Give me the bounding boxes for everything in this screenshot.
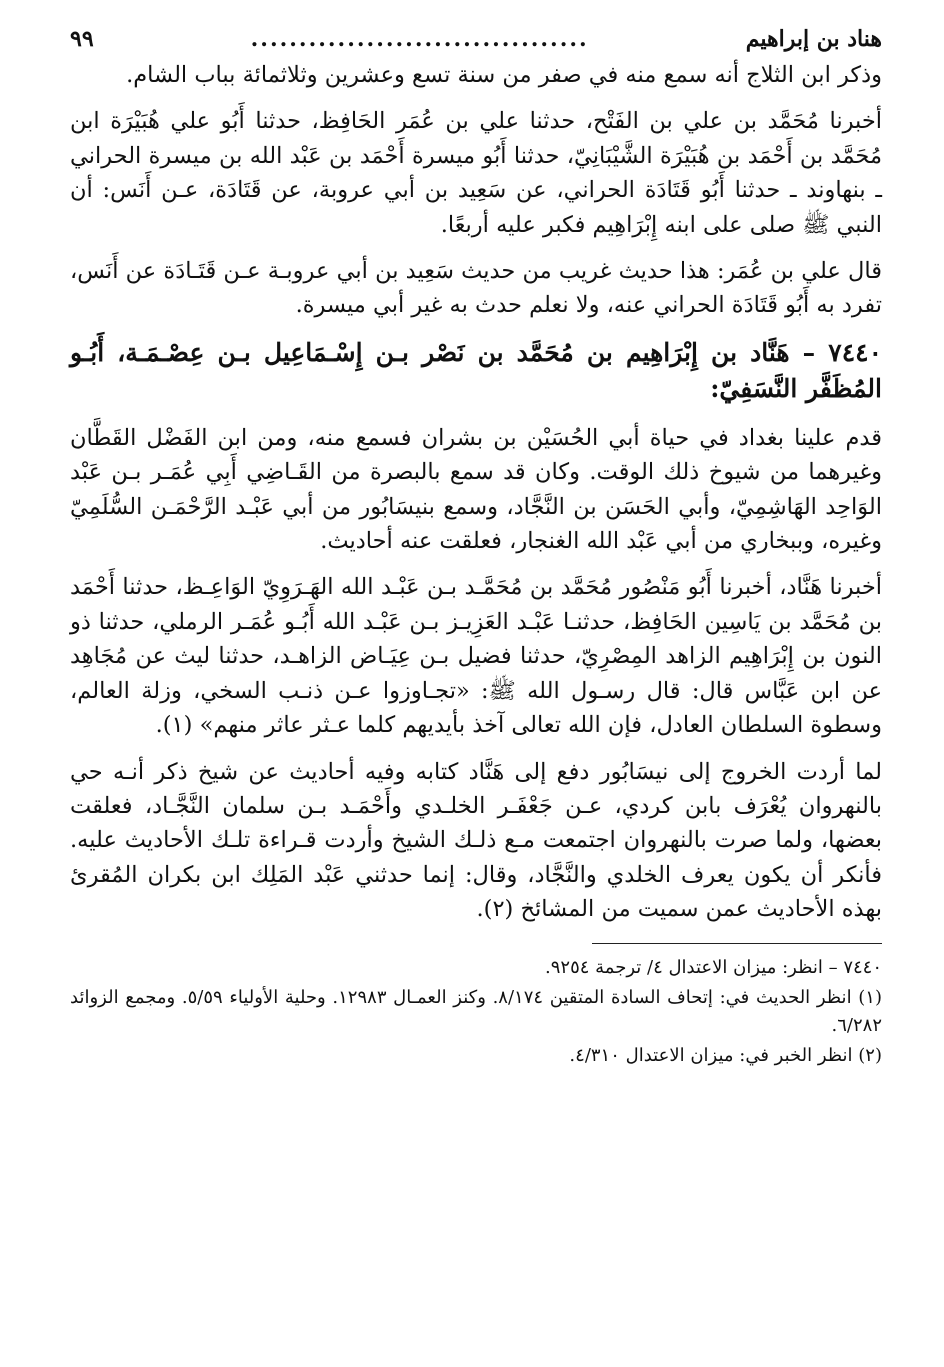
footnote: (١) انظر الحديث في: إتحاف السادة المتقين ٨/١٧٤. وكنز العمـال ١٢٩٨٣. وحلية الأولياء ٥/٥٩. ومجمع الزوائد ٦/٢٨٢.: [70, 986, 882, 1036]
entry-heading: ٧٤٤٠ – هَنَّاد بن إِبْرَاهِيم بن مُحَمَّد بن نَصْر بـن إِسْـمَاعِيل بـن عِصْـمَـة، أَبُـو المُظَفَّر النَّسَفِيّ:: [70, 337, 882, 403]
entry-paragraph: لما أردت الخروج إلى نيسَابُور دفع إلى هَنَّاد كتابه وفيه أحاديث عن شيخ ذكر أنـه حي بالنهروان يُعْرَف بابن كردي، عـن جَعْفَـر الخلـدي وأَحْمَـد بـن سلمان النَّجَّـاد، فعلقت بعضها، ولما صرت بالنهروان اجتمعت مـع ذلـك الشيخ وأردت قـراءة تلـك الأحاديث عليه. فأنكر أن يكون يعرف الخلدي والنَّجَّاد، وقال: إنما حدثني عَبْد المَلِك ابن بكران المُقرئ بهذه الأحاديث عمن سميت من المشائخ (٢).: [70, 758, 882, 923]
entry-paragraph: قدم علينا بغداد في حياة أبي الحُسَيْن بن بشران فسمع منه، ومن ابن الفَضْل القَطَّان وغيرهما من شيوخ ذلك الوقت. وكان قد سمع بالبصرة من القَـاضِي أَبِي عُمَـر بـن عَبْد الوَاحِد الهَاشِمِيّ، وأبي الحَسَن بن النَّجَّاد، وسمع بنيسَابُور من أبي عَبْـد الرَّحْمَـن السُّلَمِيّ وغيره، وببخاري من أبي عَبْد الله الغنجار، فعلقت عنه أحاديث.: [70, 424, 882, 555]
page-number: ٩٩: [70, 26, 94, 52]
header-dot-leader: ...................................: [250, 26, 589, 52]
paragraph: وذكر ابن الثلاج أنه سمع منه في صفر من سنة تسع وعشرين وثلاثمائة بباب الشام.: [126, 62, 882, 88]
document-page: [70, 22, 882, 1072]
footnote-separator-wrap: [70, 939, 882, 954]
footnote: ٧٤٤٠ – انظر: ميزان الاعتدال ٤/ ترجمة ٩٢٥٤.: [545, 956, 882, 978]
paragraph: قال علي بن عُمَر: هذا حديث غريب من حديث سَعِيد بن أبي عروبـة عـن قَتَـادَة عن أَنَس، تفرد به أَبُو قَتَادَة الحراني عنه، ولا نعلم حدث به غير أبي ميسرة.: [70, 258, 882, 319]
entry-paragraph: أخبرنا هَنَّاد، أخبرنا أَبُو مَنْصُور مُحَمَّد بن مُحَمَّـد بـن عَبْـد الله الهَـرَوِيّ الوَاعِـظ، حدثنا أَحْمَد بن مُحَمَّد بن يَاسِين الحَافِظ، حدثنـا عَبْـد العَزِيـز بـن عَبْـد الله أَبُـو عُمَـر الرملي، حدثنا ذو النون بن إِبْرَاهِيم الزاهد المِصْرِيّ، حدثنا فضيل بـن عِيَـاض الزاهـد، حدثنا ليث عن مُجَاهِد عن ابن عَبَّاس قال: قال رسـول الله ﷺ: «تجـاوزوا عـن ذنـب السخي، وزلة العالم، وسطوة السلطان العادل، فإن الله تعالى آخذ بأيديهم كلما عـثر عاثر منهم» (١).: [70, 574, 882, 739]
footnote: (٢) انظر الخبر في: ميزان الاعتدال ٤/٣١٠.: [569, 1044, 882, 1066]
header-title: هناد بن إبراهيم: [745, 26, 882, 52]
paragraph: أخبرنا مُحَمَّد بن علي بن الفَتْح، حدثنا علي بن عُمَر الحَافِظ، حدثنا أَبُو علي هُبَيْرَة ابن مُحَمَّد بن أَحْمَد بن هُبَيْرَة الشَّيْبَانِيّ، حدثنا أَبُو ميسرة أَحْمَد بن عَبْد الله بن ميسرة الحراني ـ بنهاوند ـ حدثنا أَبُو قَتَادَة الحراني، عن سَعِيد بن أبي عروبة، عن قَتَادَة، عـن أَنَس: أن النبي ﷺ صلى على ابنه إِبْرَاهِيم فكبر عليه أربعًا.: [70, 108, 882, 238]
footnote-separator: [592, 943, 882, 944]
running-header: [70, 22, 882, 56]
footnotes: [70, 954, 882, 1070]
